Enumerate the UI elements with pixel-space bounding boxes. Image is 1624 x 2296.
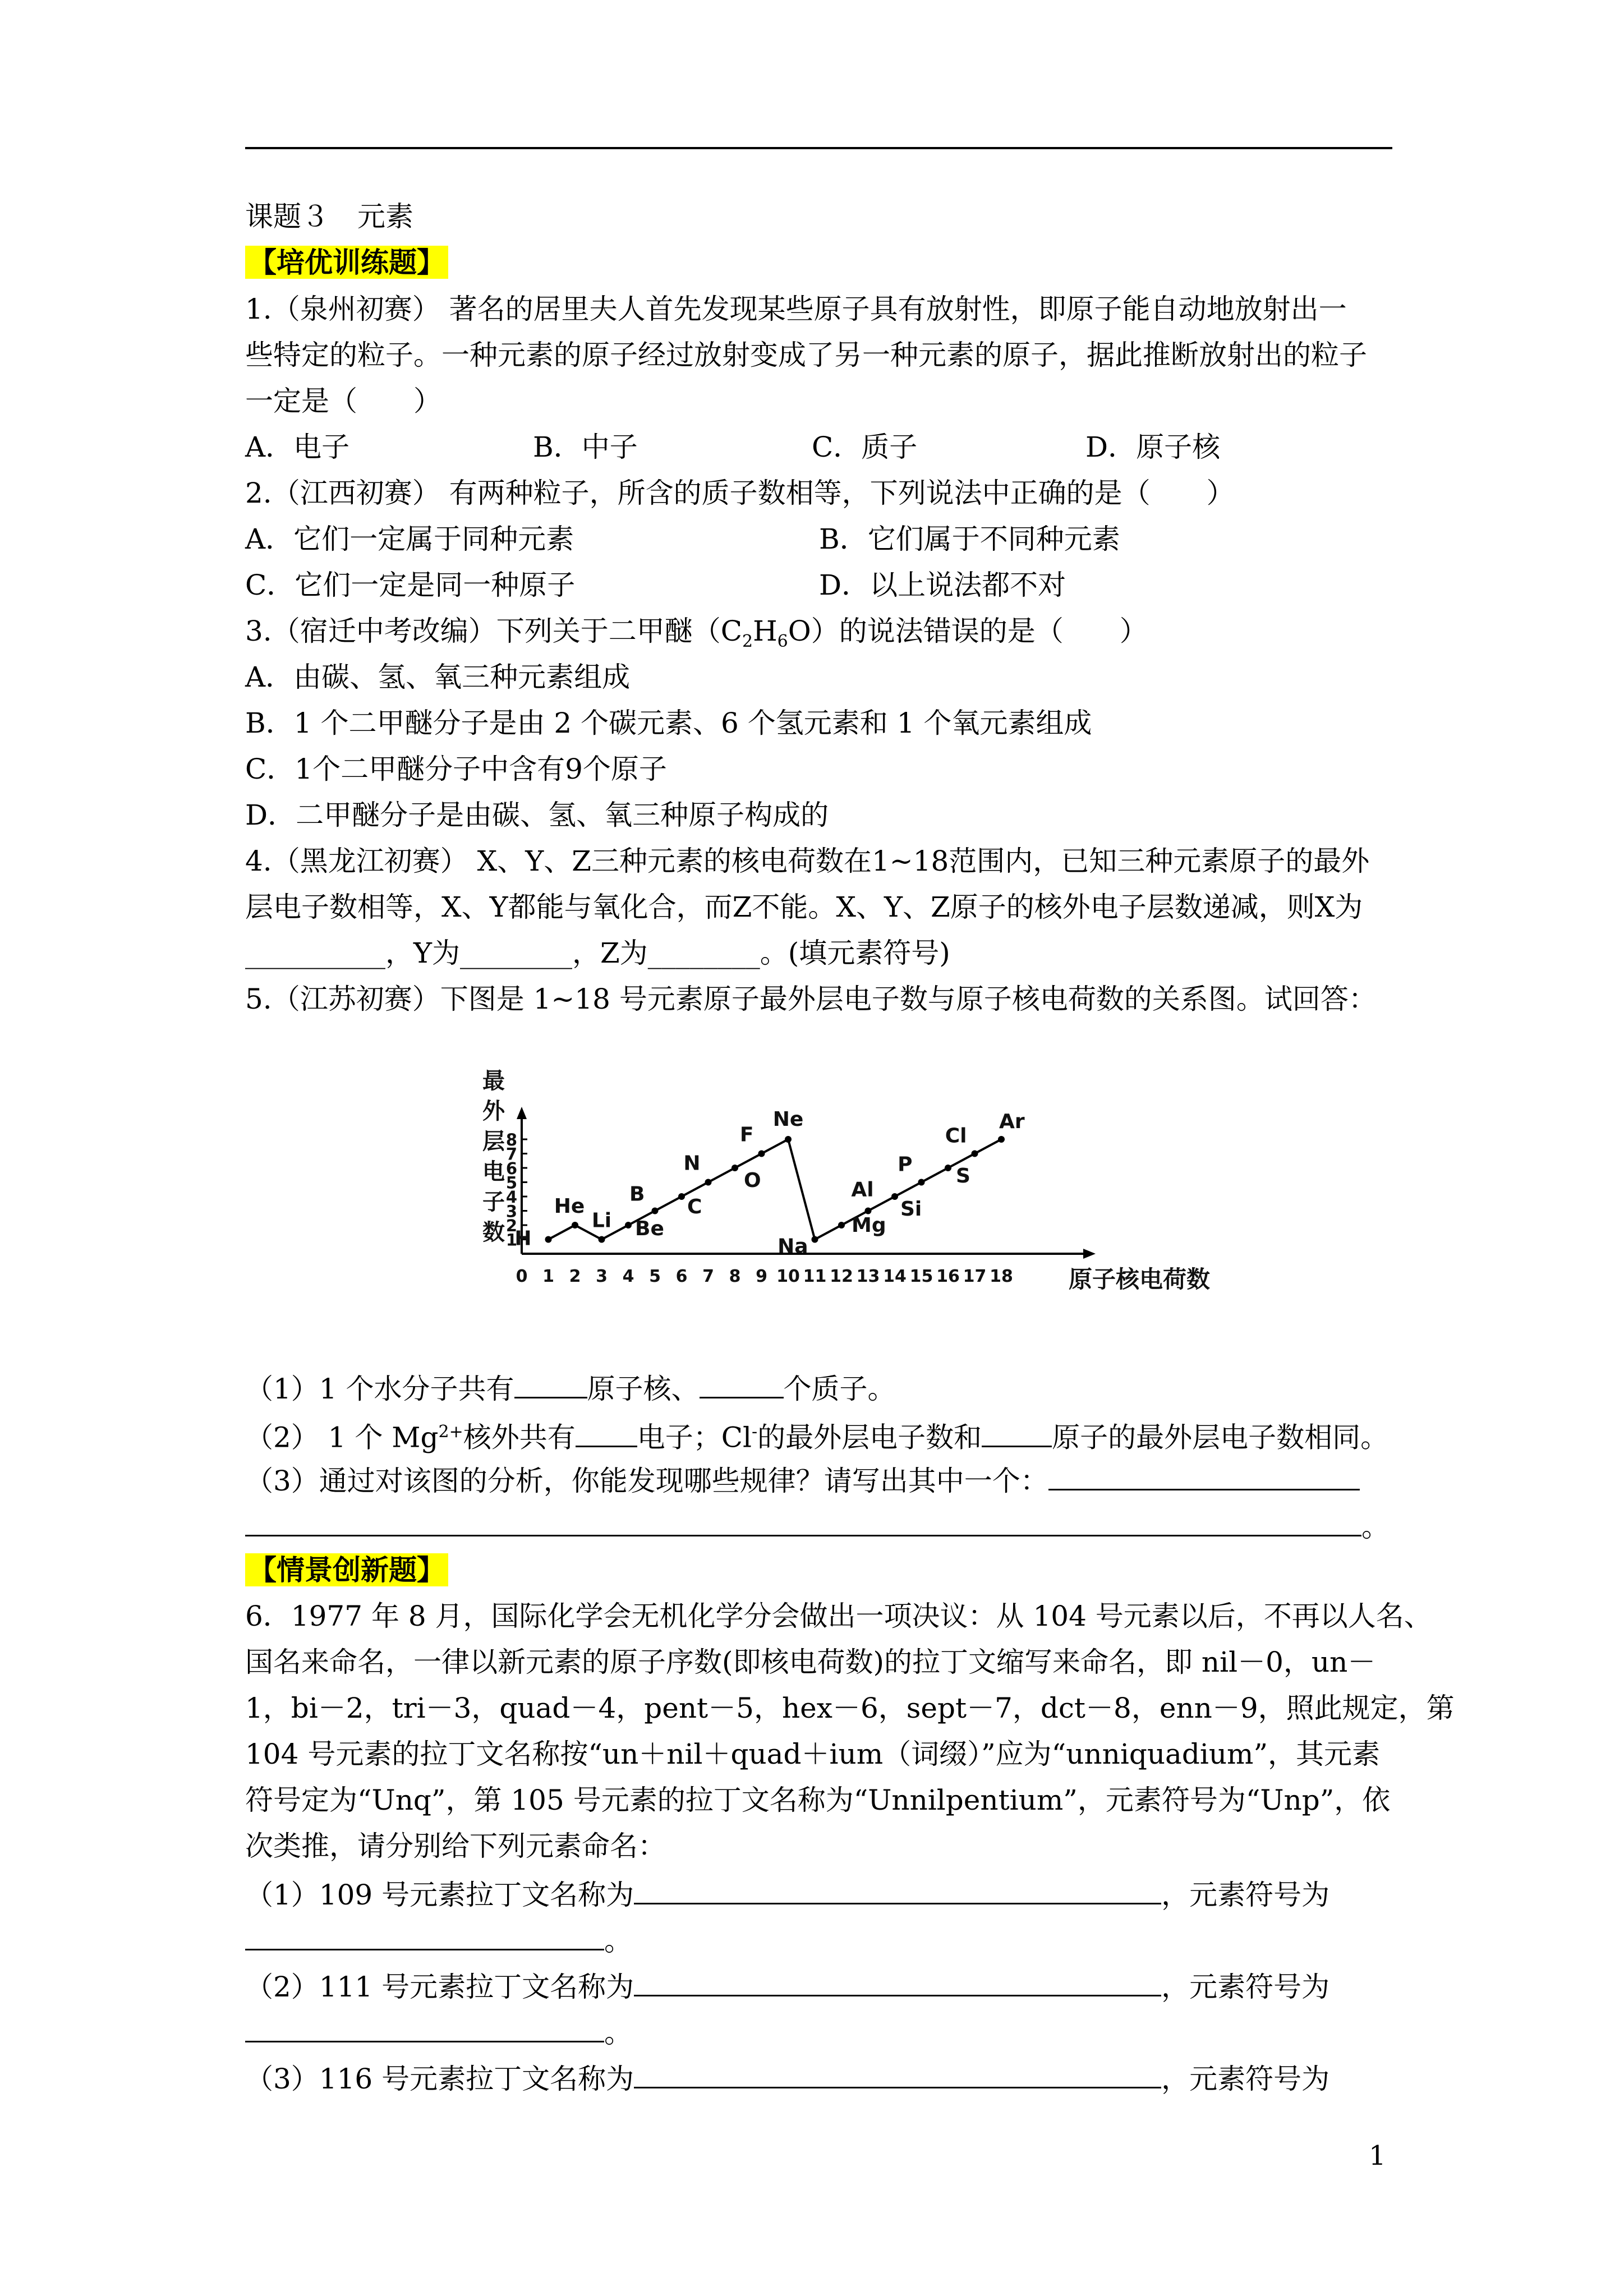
y-tick-label: 3	[505, 1202, 517, 1221]
data-point	[705, 1179, 712, 1186]
q6-sub-1: （1）109 号元素拉丁文名称为 ，元素符号为	[245, 1875, 1329, 1912]
q3-option-c: C．1个二甲醚分子中含有9个原子	[245, 753, 667, 785]
x-tick-label: 7	[702, 1267, 714, 1286]
q6-sub-1-symbol: 。	[245, 1921, 632, 1958]
q4-line-1: 4.（黑龙江初赛） X、Y、Z三种元素的核电荷数在1~18范围内，已知三种元素原子的最外	[245, 845, 1370, 877]
point-label: Mg	[852, 1214, 886, 1237]
data-point	[625, 1222, 632, 1228]
x-tick-label: 18	[990, 1267, 1013, 1286]
y-tick-label: 8	[505, 1130, 517, 1149]
x-tick-label: 8	[729, 1267, 741, 1286]
section-heading-training: 【培优训练题】	[245, 245, 448, 280]
q2-option-d: D．以上说法都不对	[819, 569, 1066, 601]
data-point	[945, 1165, 951, 1171]
y-tick-label: 5	[505, 1173, 517, 1193]
q5-blank-rule-a[interactable]	[1048, 1461, 1360, 1490]
data-point	[732, 1165, 738, 1171]
x-tick-label: 0	[516, 1267, 528, 1286]
point-label: P	[898, 1153, 913, 1176]
x-tick-label: 3	[596, 1267, 608, 1286]
y-axis-label-char: 子	[482, 1189, 505, 1215]
q5-stem: 5.（江苏初赛）下图是 1~18 号元素原子最外层电子数与原子核电荷数的关系图。试回答：	[245, 983, 1377, 1015]
data-point	[785, 1136, 792, 1143]
y-tick-label: 7	[505, 1144, 517, 1164]
point-label: F	[739, 1123, 754, 1147]
q5-sub-3-continued: 。	[245, 1507, 1390, 1544]
q5-blank-protons[interactable]	[700, 1369, 784, 1398]
q3-option-b: B．1 个二甲醚分子是由 2 个碳元素、6 个氢元素和 1 个氧元素组成	[245, 707, 1092, 739]
data-point	[891, 1193, 898, 1200]
data-point	[998, 1136, 1005, 1143]
data-point	[838, 1222, 845, 1228]
q5-sub-1: （1）1 个水分子共有 原子核、 个质子。	[245, 1369, 896, 1406]
point-label: H	[514, 1227, 532, 1250]
q1-option-d: D．原子核	[1085, 431, 1221, 463]
y-tick-label: 2	[505, 1216, 517, 1235]
point-label: Li	[591, 1209, 612, 1232]
y-tick-label: 1	[505, 1230, 517, 1250]
x-tick-label: 5	[649, 1267, 661, 1286]
x-axis-arrow	[1083, 1249, 1096, 1259]
q6-blank-111-name[interactable]	[634, 1967, 1161, 1996]
data-point	[865, 1208, 872, 1214]
q6-sub-2: （2）111 号元素拉丁文名称为 ，元素符号为	[245, 1967, 1329, 2004]
series-line	[549, 1139, 1002, 1240]
point-label: Ar	[999, 1110, 1025, 1133]
q2-stem: 2.（江西初赛） 有两种粒子，所含的质子数相等，下列说法中正确的是（ ）	[245, 477, 1235, 509]
x-tick-label: 9	[756, 1267, 767, 1286]
x-tick-label: 15	[909, 1267, 933, 1286]
x-tick-label: 17	[963, 1267, 987, 1286]
q4-blank-x[interactable]: __________	[245, 937, 385, 969]
point-label: Be	[635, 1217, 664, 1240]
q6-line-2: 国名来命名，一律以新元素的原子序数(即核电荷数)的拉丁文缩写来命名，即 nil－0，un－	[245, 1646, 1376, 1678]
q6-sub-3: （3）116 号元素拉丁文名称为 ，元素符号为	[245, 2059, 1329, 2096]
x-tick-label: 10	[776, 1267, 800, 1286]
lesson-title: 课题３ 元素	[245, 200, 413, 233]
q3-stem: 3.（宿迁中考改编）下列关于二甲醚$(C_2H_6O)$的说法错误的是（ ）	[245, 615, 1148, 651]
q6-line-5: 符号定为“Unq”，第 105 号元素的拉丁文名称为“Unnilpentium”，元素符号为“Unp”，依	[245, 1784, 1391, 1816]
point-label: C	[687, 1195, 702, 1218]
data-point	[545, 1236, 552, 1243]
point-label: Ne	[772, 1108, 804, 1131]
q5-blank-rule-b[interactable]	[245, 1507, 1361, 1536]
q3-option-a: A．由碳、氢、氧三种元素组成	[245, 661, 631, 693]
data-point	[652, 1208, 659, 1214]
q6-blank-111-symbol[interactable]	[245, 2013, 604, 2042]
q6-sub-2-symbol: 。	[245, 2013, 632, 2050]
data-point	[918, 1179, 925, 1186]
point-label: N	[683, 1152, 701, 1175]
data-point	[678, 1193, 685, 1200]
q1-option-b: B．中子	[533, 431, 638, 463]
q3-option-d: D．二甲醚分子是由碳、氢、氧三种原子构成的	[245, 799, 829, 831]
point-label: B	[629, 1182, 645, 1206]
point-label: Na	[778, 1235, 808, 1258]
q5-sub-3: （3）通过对该图的分析，你能发现哪些规律？请写出其中一个：	[245, 1461, 1360, 1498]
y-tick-label: 4	[505, 1188, 517, 1207]
q5-blank-electrons[interactable]	[576, 1418, 637, 1447]
q1-option-c: C．质子	[812, 431, 918, 463]
x-tick-label: 2	[569, 1267, 581, 1286]
q1-line-2: 些特定的粒子。一种元素的原子经过放射变成了另一种元素的原子，据此推断放射出的粒子	[245, 339, 1367, 371]
point-label: Cl	[945, 1124, 967, 1148]
data-point	[812, 1236, 818, 1243]
q4-blank-z[interactable]: ________	[647, 937, 760, 969]
point-label: Si	[900, 1198, 922, 1221]
point-label: Al	[851, 1178, 874, 1202]
q4-line-3: __________，Y为________，Z为________。(填元素符号)	[245, 937, 950, 969]
q5-blank-atom[interactable]	[982, 1418, 1052, 1447]
y-axis-label-char: 电	[482, 1159, 505, 1185]
q1-line-3: 一定是（ ）	[245, 385, 441, 417]
header-rule	[245, 147, 1392, 149]
q2-option-c: C．它们一定是同一种原子	[245, 569, 576, 601]
x-tick-label: 1	[542, 1267, 554, 1286]
x-axis-label: 原子核电荷数	[1069, 1266, 1211, 1293]
q4-blank-y[interactable]: ________	[460, 937, 573, 969]
q5-blank-nuclei[interactable]	[514, 1369, 587, 1398]
point-label: O	[744, 1169, 761, 1192]
x-tick-label: 16	[936, 1267, 960, 1286]
q5-sub-2: （2） 1 个 $Mg^{2+}$核外共有 电子；Cl-的最外层电子数和 原子的最外层电子数相同。	[245, 1415, 1388, 1455]
q6-blank-116-name[interactable]	[634, 2059, 1161, 2088]
point-label: S	[956, 1165, 970, 1188]
y-axis-label-char: 层	[482, 1129, 505, 1154]
y-axis-label-char: 最	[482, 1068, 505, 1094]
x-tick-label: 4	[622, 1267, 634, 1286]
y-axis-label-char: 数	[482, 1220, 505, 1245]
q6-blank-109-name[interactable]	[634, 1875, 1161, 1904]
q6-blank-109-symbol[interactable]	[245, 1921, 604, 1950]
q4-line-2: 层电子数相等，X、Y都能与氧化合，而Z不能。X、Y、Z原子的核外电子层数递减，则X为	[245, 891, 1363, 923]
x-tick-label: 13	[856, 1267, 880, 1286]
y-axis-label-char: 外	[482, 1098, 505, 1124]
x-tick-label: 6	[675, 1267, 688, 1286]
x-tick-label: 12	[830, 1267, 853, 1286]
q2-option-b: B．它们属于不同种元素	[819, 523, 1120, 555]
electron-charge-chart	[482, 1066, 1279, 1324]
section-heading-scenario: 【情景创新题】	[245, 1553, 448, 1588]
point-label: He	[554, 1195, 585, 1218]
x-tick-label: 14	[883, 1267, 907, 1286]
q6-line-4: 104 号元素的拉丁文名称按“un＋nil＋quad＋ium（词缀）”应为“unniquadium”，其元素	[245, 1738, 1381, 1770]
q1-line-1: 1.（泉州初赛） 著名的居里夫人首先发现某些原子具有放射性，即原子能自动地放射出一	[245, 293, 1347, 325]
page-number: 1	[1369, 2140, 1386, 2171]
q6-line-1: 6．1977 年 8 月，国际化学会无机化学分会做出一项决议：从 104 号元素以后，不再以人名、	[245, 1600, 1432, 1632]
y-axis-arrow	[517, 1107, 527, 1119]
y-tick-label: 6	[505, 1159, 517, 1178]
q6-line-6: 次类推，请分别给下列元素命名：	[245, 1830, 666, 1862]
q1-option-a: A．电子	[245, 431, 350, 463]
x-tick-label: 11	[803, 1267, 827, 1286]
data-point	[972, 1151, 978, 1157]
data-point	[599, 1236, 605, 1243]
q6-line-3: 1，bi－2，tri－3，quad－4，pent－5，hex－6，sept－7，dct－8，enn－9，照此规定，第	[245, 1692, 1455, 1724]
q2-option-a: A．它们一定属于同种元素	[245, 523, 574, 555]
data-point	[572, 1222, 578, 1228]
data-point	[758, 1151, 765, 1157]
